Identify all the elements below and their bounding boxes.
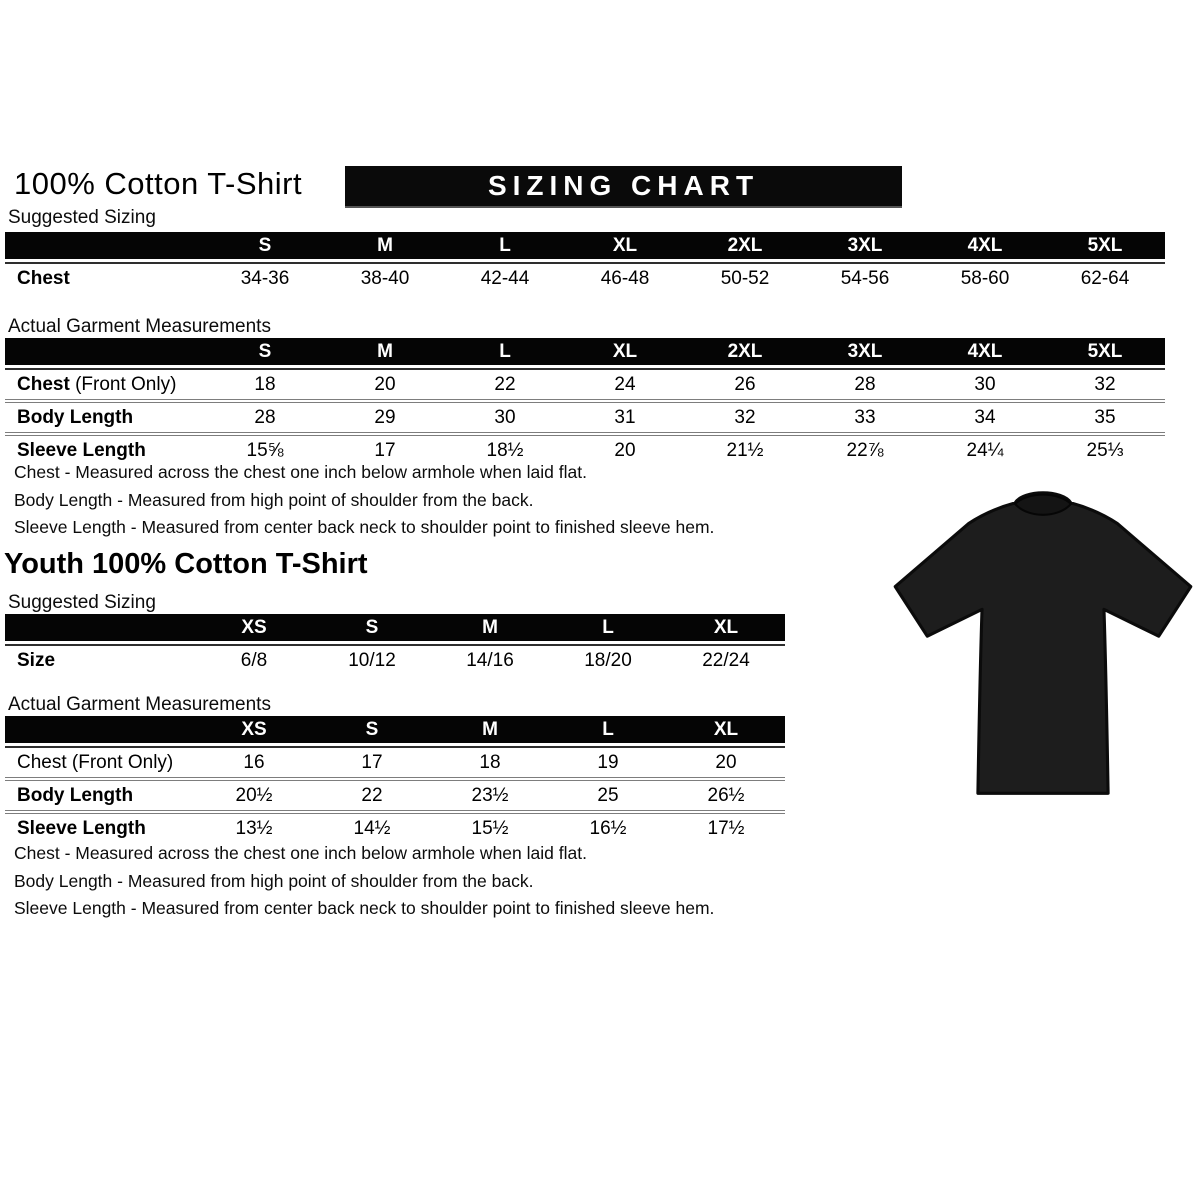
size-column-header: XL [612, 234, 638, 256]
measurement-value: 32 [734, 406, 756, 428]
size-column-header: S [258, 234, 272, 256]
measurement-value: 10/12 [348, 649, 396, 671]
measurement-value: 20 [374, 373, 396, 395]
table-row-body-length [5, 777, 785, 810]
size-column-header: XS [241, 718, 267, 740]
measurement-value: 20 [715, 751, 737, 773]
size-column-header: XL [713, 718, 739, 740]
size-column-header: L [499, 340, 511, 362]
measurement-value: 35 [1094, 406, 1116, 428]
measurement-value: 17½ [707, 817, 745, 839]
adult-suggested-sizing-label: Suggested Sizing [8, 207, 156, 228]
adult-measurement-notes [14, 462, 714, 545]
note-body-length: Body Length - Measured from high point of shoulder from the back. [14, 870, 534, 891]
size-column-header: XL [612, 340, 638, 362]
size-column-header: 5XL [1087, 234, 1123, 256]
measurement-value: 31 [614, 406, 636, 428]
size-column-header: S [365, 616, 379, 638]
note-sleeve-length: Sleeve Length - Measured from center back neck to shoulder point to finished sleeve hem. [14, 517, 715, 537]
measurement-value: 17 [361, 751, 383, 773]
size-column-header: 3XL [847, 234, 883, 256]
measurement-value: 21½ [726, 439, 764, 461]
youth-section-title: Youth 100% Cotton T-Shirt [4, 548, 368, 580]
table-row [5, 262, 1165, 293]
measurement-value: 13½ [235, 817, 273, 839]
measurement-value: 30 [974, 373, 996, 395]
page-title: 100% Cotton T-Shirt [14, 166, 303, 201]
table-header-row [5, 716, 785, 743]
size-column-header: L [499, 234, 511, 256]
measurement-value: 22 [494, 373, 516, 395]
size-column-header: S [258, 340, 272, 362]
table-row-chest [5, 368, 1165, 399]
note-chest: Chest - Measured across the chest one inch below armhole when laid flat. [14, 462, 587, 482]
measurement-value: 42-44 [480, 267, 530, 289]
tshirt-body [895, 493, 1191, 793]
measurement-value: 32 [1094, 373, 1116, 395]
note-body-length: Body Length - Measured from high point of shoulder from the back. [14, 489, 534, 510]
tshirt-image [888, 478, 1198, 813]
measurement-value: 24 [614, 373, 636, 395]
measurement-value: 22 [361, 784, 383, 806]
measurement-value: 24¼ [966, 439, 1004, 461]
measurement-value: 25⅓ [1086, 439, 1124, 461]
measurement-value: 62-64 [1080, 267, 1130, 289]
measurement-value: 25 [597, 784, 619, 806]
table-header-row [5, 338, 1165, 365]
size-column-header: 4XL [967, 234, 1003, 256]
youth-suggested-sizing-label: Suggested Sizing [8, 592, 156, 613]
adult-measurements-table [5, 338, 1165, 465]
youth-suggested-sizing-table [5, 614, 785, 675]
measurement-value: 16 [243, 751, 265, 773]
size-column-header: M [377, 340, 393, 362]
measurement-value: 15½ [471, 817, 509, 839]
measurement-value: 20½ [235, 784, 273, 806]
size-column-header: L [602, 718, 614, 740]
sizing-chart-banner-text: SIZING CHART [487, 170, 760, 201]
measurement-value: 29 [374, 406, 396, 428]
size-column-header: L [602, 616, 614, 638]
note-sleeve-length: Sleeve Length - Measured from center back neck to shoulder point to finished sleeve hem. [14, 898, 715, 918]
measurement-value: 46-48 [600, 267, 650, 289]
measurement-value: 18½ [486, 439, 524, 461]
youth-measurement-notes [14, 843, 714, 926]
table-row-body-length [5, 399, 1165, 432]
table-header-row [5, 614, 785, 641]
size-column-header: 5XL [1087, 340, 1123, 362]
measurement-value: 26½ [707, 784, 745, 806]
youth-measurements-table [5, 716, 785, 843]
size-column-header: S [365, 718, 379, 740]
measurement-value: 22/24 [702, 649, 750, 671]
measurement-value: 15⅝ [246, 439, 284, 461]
measurement-value: 30 [494, 406, 516, 428]
table-header-row [5, 232, 1165, 259]
measurement-value: 28 [854, 373, 876, 395]
row-label: Chest (Front Only) [17, 751, 174, 773]
row-label: Body Length [17, 406, 134, 428]
row-label: Sleeve Length [17, 439, 146, 461]
adult-suggested-sizing-table [5, 232, 1165, 293]
measurement-value: 23½ [471, 784, 509, 806]
measurement-value: 20 [614, 439, 636, 461]
measurement-value: 50-52 [720, 267, 770, 289]
table-row-size [5, 644, 785, 675]
size-column-header: M [482, 718, 498, 740]
size-column-header: M [482, 616, 498, 638]
measurement-value: 14½ [353, 817, 391, 839]
measurement-value: 22⅞ [846, 439, 884, 461]
measurement-value: 18 [254, 373, 276, 395]
row-label: Size [17, 649, 56, 671]
measurement-value: 34 [974, 406, 996, 428]
measurement-value: 38-40 [360, 267, 410, 289]
measurement-value: 54-56 [840, 267, 890, 289]
measurement-value: 6/8 [240, 649, 268, 671]
table-row-chest [5, 746, 785, 777]
size-column-header: 3XL [847, 340, 883, 362]
measurement-value: 18/20 [584, 649, 632, 671]
note-chest: Chest - Measured across the chest one inch below armhole when laid flat. [14, 843, 587, 863]
table-row-sleeve-length [5, 432, 1165, 465]
table-row-sleeve-length [5, 810, 785, 843]
measurement-value: 33 [854, 406, 876, 428]
measurement-value: 26 [734, 373, 756, 395]
measurement-value: 16½ [589, 817, 627, 839]
measurement-value: 34-36 [240, 267, 290, 289]
size-column-header: 2XL [727, 234, 763, 256]
measurement-value: 58-60 [960, 267, 1010, 289]
measurement-value: 19 [597, 751, 619, 773]
size-column-header: XL [713, 616, 739, 638]
row-label: Sleeve Length [17, 817, 146, 839]
size-column-header: XS [241, 616, 267, 638]
adult-measurements-label: Actual Garment Measurements [8, 316, 271, 337]
row-label: Body Length [17, 784, 134, 806]
row-label: Chest [17, 267, 70, 289]
measurement-value: 18 [479, 751, 501, 773]
measurement-value: 14/16 [466, 649, 514, 671]
sizing-chart-banner [345, 166, 902, 206]
size-column-header: 4XL [967, 340, 1003, 362]
youth-measurements-label: Actual Garment Measurements [8, 694, 271, 715]
size-column-header: 2XL [727, 340, 763, 362]
measurement-value: 17 [374, 439, 396, 461]
size-column-header: M [377, 234, 393, 256]
measurement-value: 28 [254, 406, 276, 428]
row-label: Chest (Front Only) [17, 373, 177, 395]
